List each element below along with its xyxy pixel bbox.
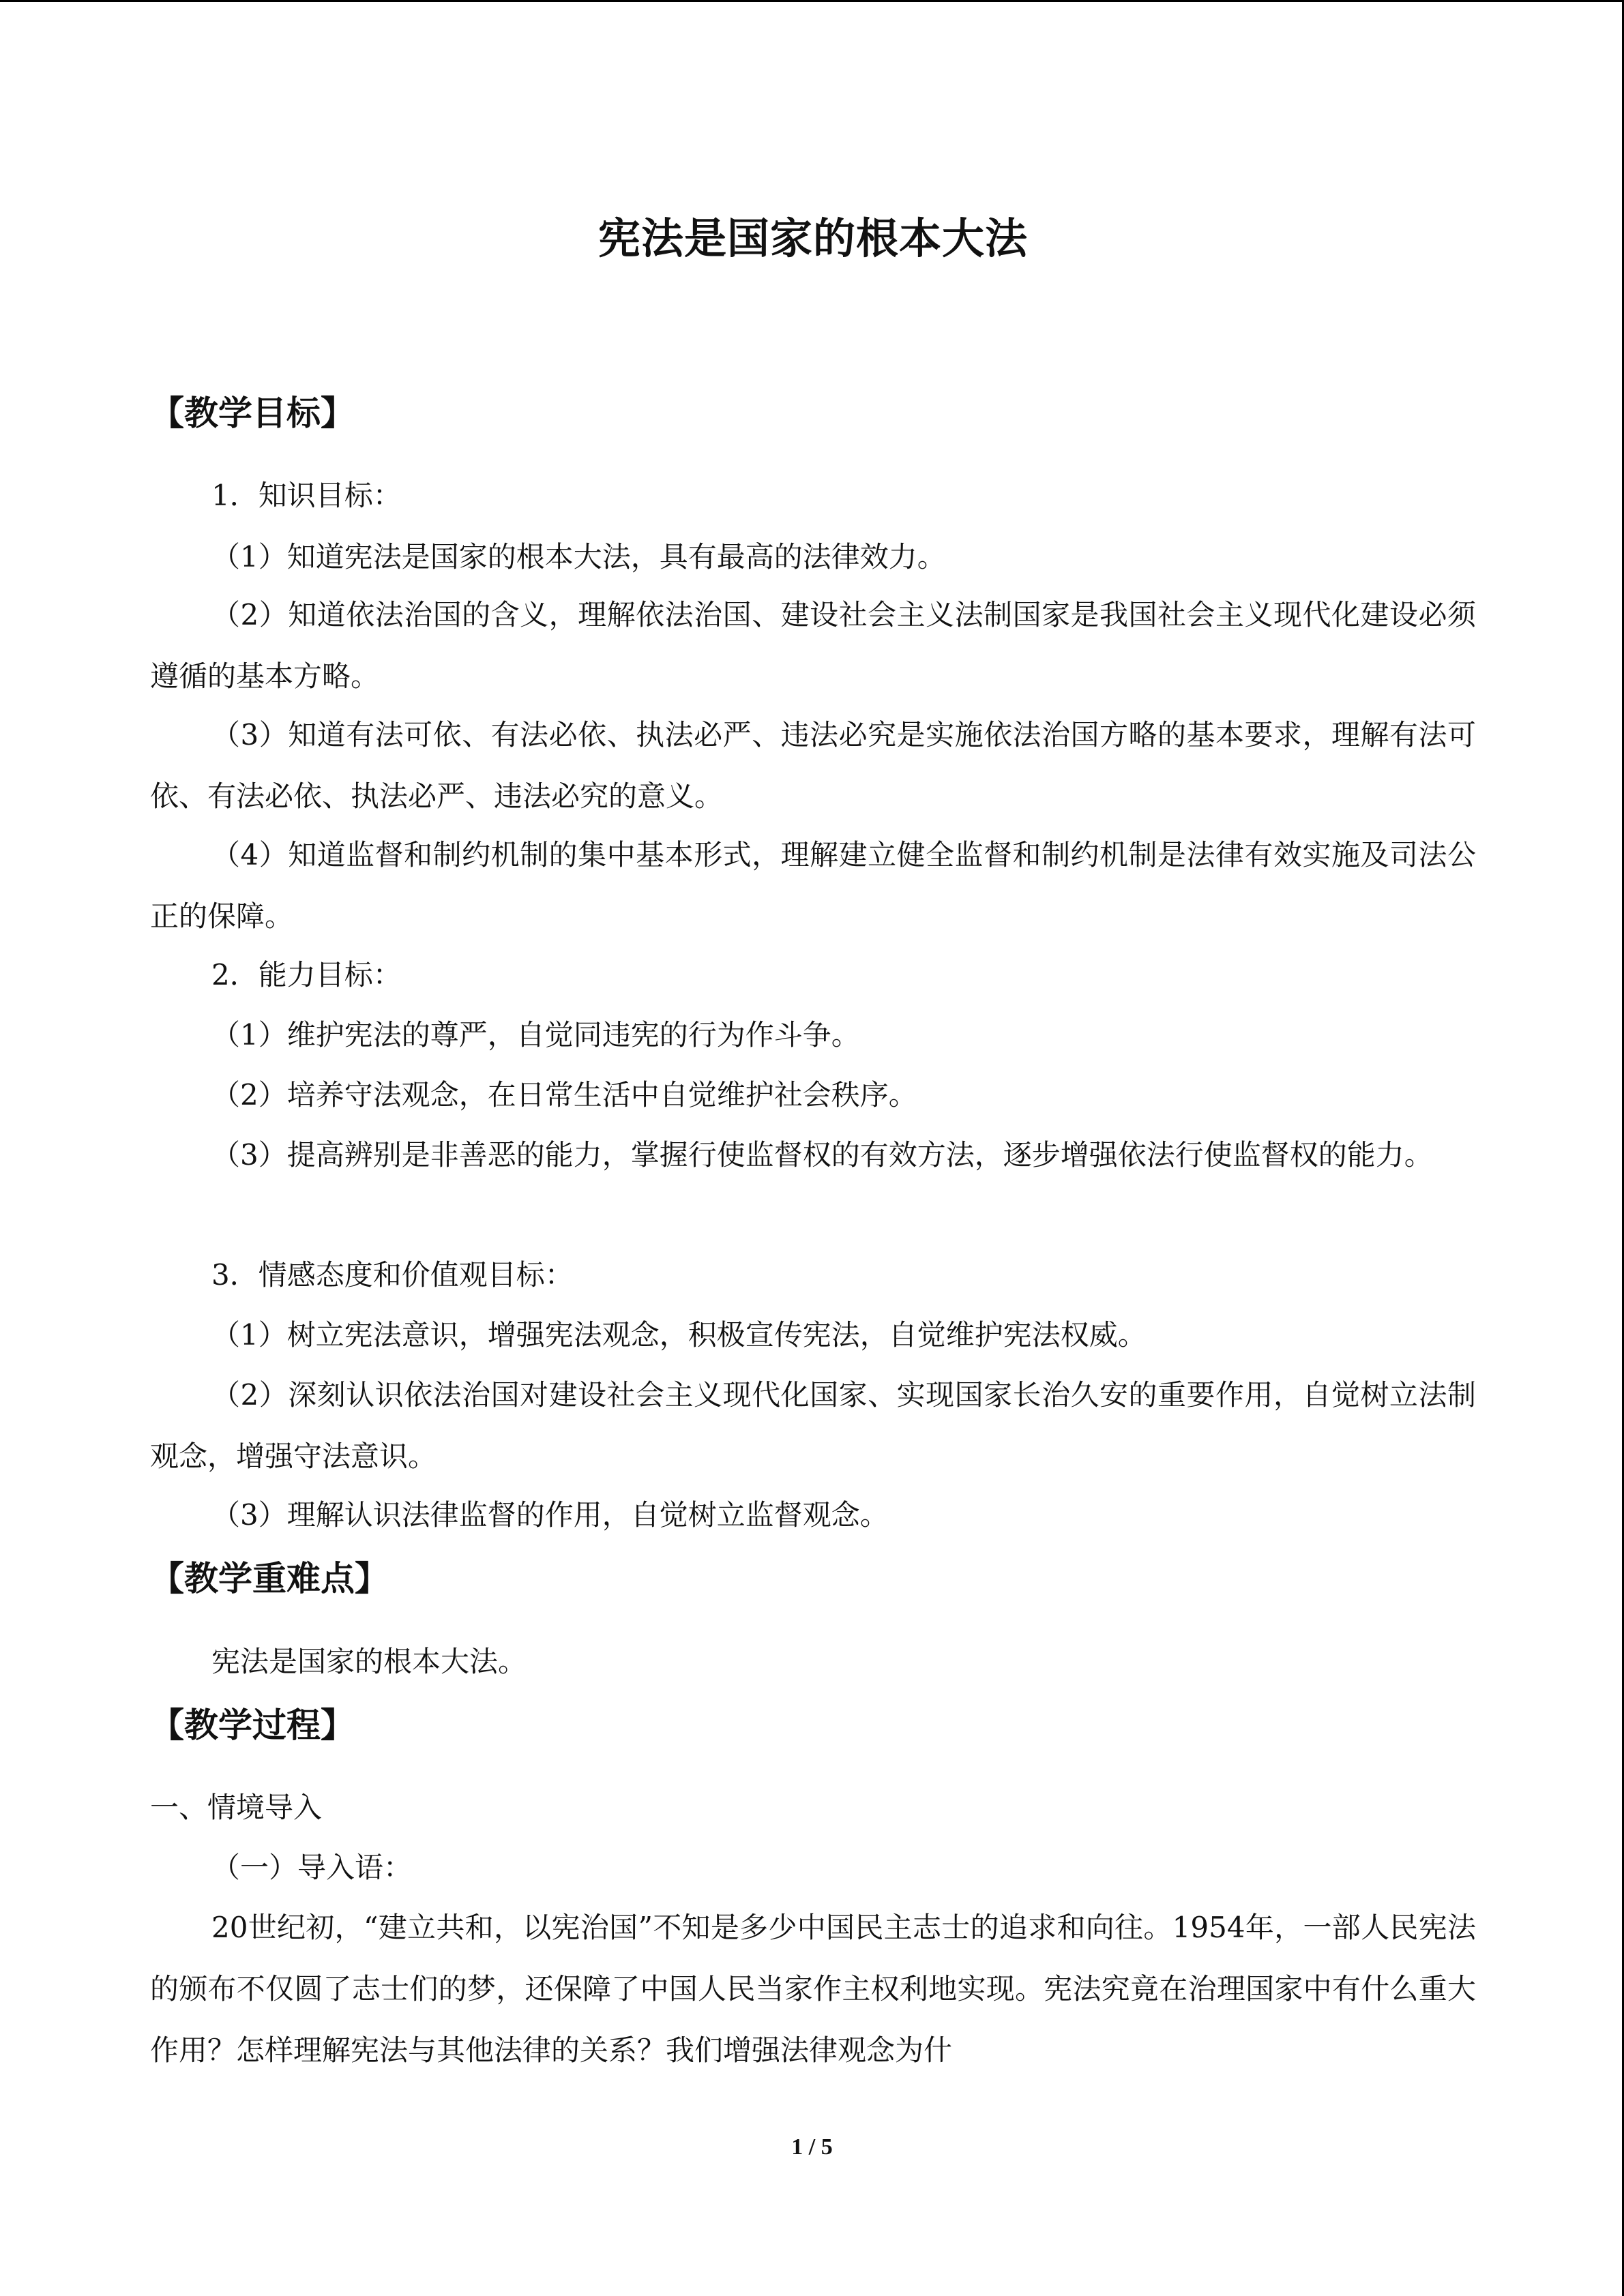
process-step-1: 一、情境导入 [150,1791,323,1824]
ability-goal-1: （1）维护宪法的尊严，自觉同违宪的行为作斗争。 [211,1018,860,1052]
emotion-goal-1: （1）树立宪法意识，增强宪法观念，积极宣传宪法，自觉维护宪法权威。 [211,1318,1147,1352]
knowledge-goal-1: （1）知道宪法是国家的根本大法，具有最高的法律效力。 [211,540,946,573]
knowledge-goal-3: （3）知道有法可依、有法必依、执法必严、违法必究是实施依法治国方略的基本要求，理解有法可依、有法必依、执法必严、违法必究的意义。 [150,718,1476,813]
emotion-goal-3: （3）理解认识法律监督的作用，自觉树立监督观念。 [211,1498,889,1532]
key-points-text: 宪法是国家的根本大法。 [211,1645,527,1678]
ability-goal-3: （3）提高辨别是非善恶的能力，掌握行使监督权的有效方法，逐步增强依法行使监督权的能力。 [211,1138,1433,1172]
ability-goal-2: （2）培养守法观念，在日常生活中自觉维护社会秩序。 [211,1078,917,1112]
intro-paragraph: 20世纪初，“建立共和，以宪治国”不知是多少中国民主志士的追求和向往。1954年，一部人民宪法的颁布不仅圆了志士们的梦，还保障了中国人民当家作主权利地实现。宪法究竟在治理国家中有什么重大作用？怎样理解宪法与其他法律的关系？我们增强法律观念为什 [150,1911,1476,2067]
section-heading-key-points: 【教学重难点】 [150,1559,389,1598]
process-step-1-sub: （一）导入语： [211,1851,413,1884]
ability-goal-label: 2．能力目标： [211,958,402,992]
knowledge-goal-2: （2）知道依法治国的含义，理解依法治国、建设社会主义法制国家是我国社会主义现代化建设必须遵循的基本方略。 [150,598,1476,693]
section-heading-process: 【教学过程】 [150,1705,355,1745]
document-title: 宪法是国家的根本大法 [597,213,1028,263]
section-heading-goals: 【教学目标】 [150,393,355,433]
knowledge-goal-4: （4）知道监督和制约机制的集中基本形式，理解建立健全监督和制约机制是法律有效实施及司法公正的保障。 [150,838,1476,933]
page-number: 1 / 5 [791,2134,833,2160]
emotion-goal-2: （2）深刻认识依法治国对建设社会主义现代化国家、实现国家长治久安的重要作用，自觉树立法制观念，增强守法意识。 [150,1378,1476,1473]
emotion-goal-label: 3．情感态度和价值观目标： [211,1258,574,1292]
knowledge-goal-label: 1．知识目标： [211,479,402,512]
